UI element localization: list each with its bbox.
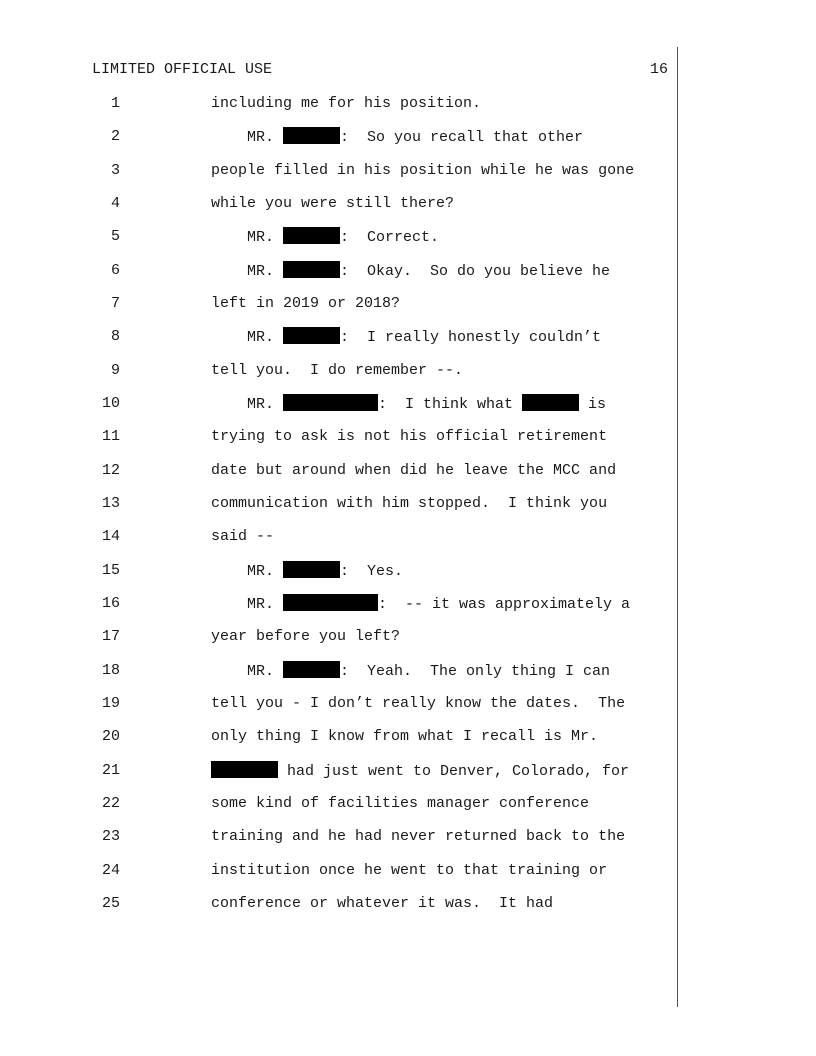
transcript-line <box>0 761 690 781</box>
line-number: 18 <box>101 662 120 679</box>
line-text <box>211 894 553 914</box>
line-text <box>211 261 610 282</box>
transcript-line <box>0 261 690 281</box>
redaction-box <box>283 327 340 344</box>
line-text-segment: MR. <box>211 129 284 146</box>
line-text <box>211 361 463 381</box>
line-number: 24 <box>101 862 120 879</box>
transcript-line <box>0 494 690 514</box>
line-number: 4 <box>110 195 120 212</box>
transcript-line <box>0 394 690 414</box>
redaction-box <box>283 394 378 411</box>
transcript-line <box>0 827 690 847</box>
transcript-line <box>0 594 690 614</box>
line-number: 16 <box>101 595 120 612</box>
redaction-box <box>522 394 579 411</box>
line-number: 6 <box>110 262 120 279</box>
transcript-line <box>0 361 690 381</box>
transcript-line <box>0 527 690 547</box>
line-number: 13 <box>101 495 120 512</box>
line-text-segment: tell you. I do remember --. <box>211 362 464 379</box>
redaction-box <box>283 561 340 578</box>
line-text <box>211 227 439 248</box>
redaction-box <box>283 661 340 678</box>
line-text-segment: communication with him stopped. I think you <box>211 495 608 512</box>
line-text-segment: MR. <box>211 329 284 346</box>
line-text-segment: : I really honestly couldn’t <box>340 329 602 346</box>
line-text <box>211 794 589 814</box>
line-number: 10 <box>101 395 120 412</box>
line-text <box>211 161 634 181</box>
redaction-box <box>283 594 378 611</box>
line-number: 8 <box>110 328 120 345</box>
line-text <box>211 761 629 782</box>
line-text-segment: : Yeah. The only thing I can <box>340 663 611 680</box>
transcript-line <box>0 461 690 481</box>
line-text-segment: MR. <box>211 563 284 580</box>
line-text <box>211 394 606 415</box>
line-text <box>211 527 274 547</box>
line-number: 5 <box>110 228 120 245</box>
line-number: 17 <box>101 628 120 645</box>
line-text-segment: : So you recall that other <box>340 129 584 146</box>
redaction-box <box>283 227 340 244</box>
transcript-line <box>0 794 690 814</box>
line-text-segment: MR. <box>211 663 284 680</box>
transcript-line <box>0 127 690 147</box>
line-text-segment: training and he had never returned back to the <box>211 828 626 845</box>
line-text-segment: MR. <box>211 596 284 613</box>
line-text-segment: trying to ask is not his official retirement <box>211 428 608 445</box>
line-text <box>211 627 400 647</box>
line-text <box>211 827 625 847</box>
line-text <box>211 461 616 481</box>
line-text-segment: MR. <box>211 229 284 246</box>
line-text <box>211 294 400 314</box>
line-text-segment: : I think what <box>378 396 523 413</box>
line-text-segment: date but around when did he leave the MCC and <box>211 462 617 479</box>
line-number: 15 <box>101 562 120 579</box>
line-text-segment: had just went to Denver, Colorado, for <box>278 763 630 780</box>
line-text-segment: only thing I know from what I recall is Mr. <box>211 728 599 745</box>
transcript-line <box>0 861 690 881</box>
line-text <box>211 861 607 881</box>
line-text <box>211 94 481 114</box>
line-number: 11 <box>101 428 120 445</box>
line-text-segment: including me for his position. <box>211 95 482 112</box>
line-number: 14 <box>101 528 120 545</box>
transcript-line <box>0 661 690 681</box>
transcript-line <box>0 294 690 314</box>
line-text <box>211 194 454 214</box>
line-text-segment: MR. <box>211 396 284 413</box>
page-number: 16 <box>649 61 668 78</box>
transcript-line <box>0 427 690 447</box>
redaction-box <box>283 261 340 278</box>
line-text-segment: conference or whatever it was. It had <box>211 895 554 912</box>
line-text <box>211 594 630 615</box>
line-text <box>211 427 607 447</box>
line-number: 23 <box>101 828 120 845</box>
line-text <box>211 127 583 148</box>
line-text-segment: : Okay. So do you believe he <box>340 263 611 280</box>
line-number: 20 <box>101 728 120 745</box>
line-text-segment: while you were still there? <box>211 195 455 212</box>
line-text-segment: tell you - I don’t really know the dates. The <box>211 695 626 712</box>
line-text <box>211 694 625 714</box>
transcript-line <box>0 561 690 581</box>
line-text-segment: said -- <box>211 528 275 545</box>
transcript-line <box>0 627 690 647</box>
transcript-line <box>0 227 690 247</box>
line-number: 12 <box>101 462 120 479</box>
transcript-line <box>0 894 690 914</box>
line-number: 22 <box>101 795 120 812</box>
line-text <box>211 727 598 747</box>
line-text-segment: some kind of facilities manager conference <box>211 795 590 812</box>
line-text-segment: people filled in his position while he was gone <box>211 162 635 179</box>
line-number: 9 <box>110 362 120 379</box>
line-text-segment: : -- it was approximately a <box>378 596 631 613</box>
line-number: 7 <box>110 295 120 312</box>
transcript-line <box>0 194 690 214</box>
line-text-segment: year before you left? <box>211 628 401 645</box>
redaction-box <box>283 127 340 144</box>
line-text-segment: : Yes. <box>340 563 404 580</box>
line-text-segment: left in 2019 or 2018? <box>211 295 401 312</box>
header-title: LIMITED OFFICIAL USE <box>92 61 273 78</box>
redaction-box <box>211 761 278 778</box>
line-number: 19 <box>101 695 120 712</box>
line-number: 25 <box>101 895 120 912</box>
line-text-segment: : Correct. <box>340 229 440 246</box>
line-text <box>211 327 601 348</box>
line-text <box>211 661 610 682</box>
transcript-line <box>0 161 690 181</box>
line-text <box>211 561 403 582</box>
line-text-segment: institution once he went to that training or <box>211 862 608 879</box>
line-number: 3 <box>110 162 120 179</box>
line-number: 1 <box>110 95 120 112</box>
line-text <box>211 494 607 514</box>
transcript-line <box>0 694 690 714</box>
line-text-segment: MR. <box>211 263 284 280</box>
transcript-line <box>0 727 690 747</box>
transcript-line <box>0 327 690 347</box>
line-text-segment: is <box>579 396 607 413</box>
transcript-line <box>0 94 690 114</box>
line-number: 21 <box>101 762 120 779</box>
line-number: 2 <box>110 128 120 145</box>
